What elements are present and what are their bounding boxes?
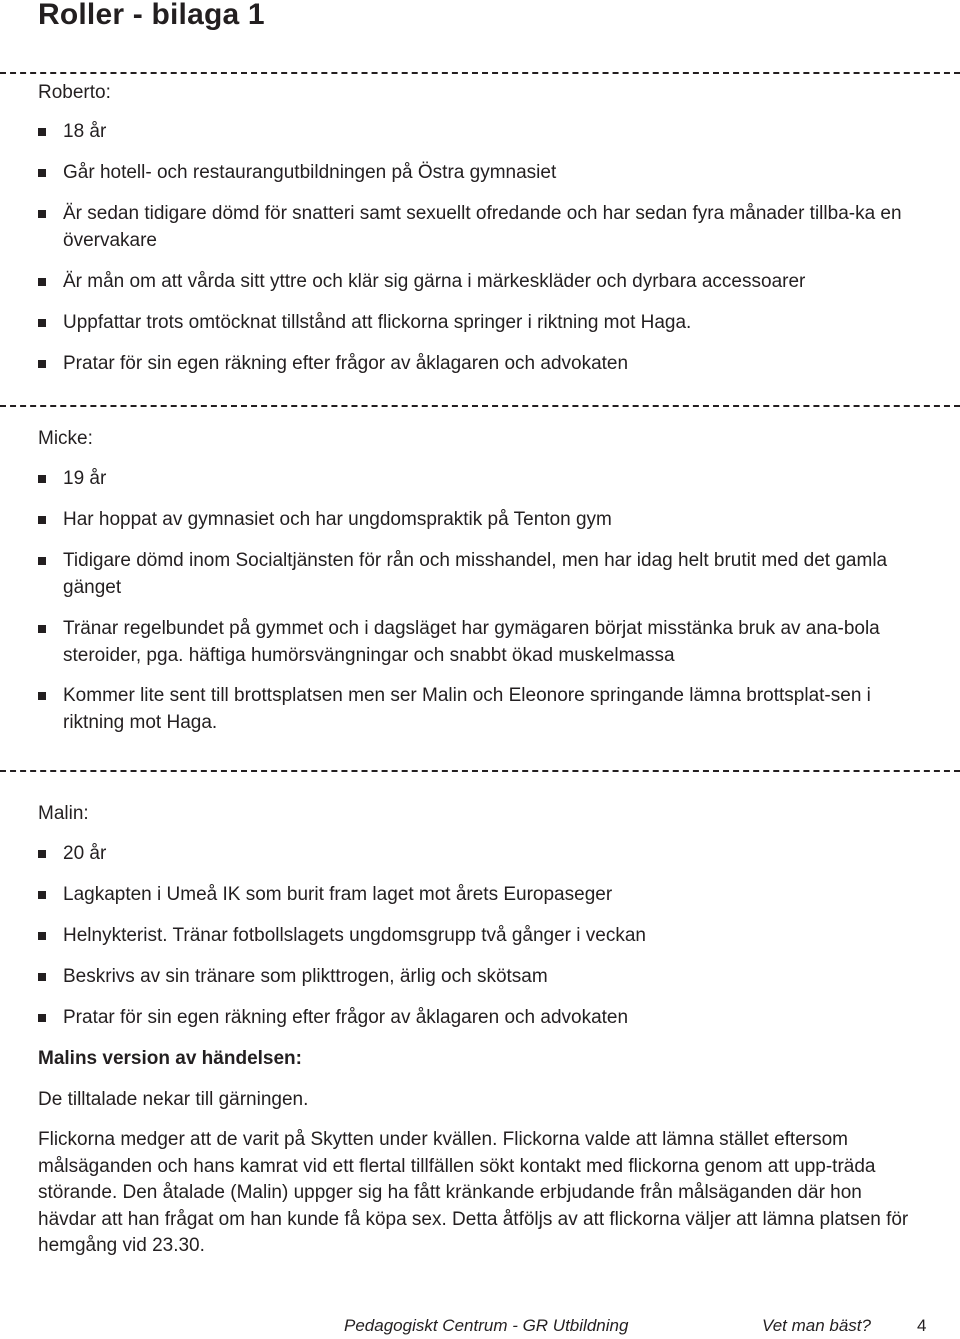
page-title: Roller - bilaga 1: [38, 0, 265, 31]
square-bullet-icon: [38, 128, 46, 136]
list-item: Är mån om att vårda sitt yttre och klär sig gärna i märkeskläder och dyrbara accessoarer: [38, 269, 918, 296]
list-item: Helnykterist. Tränar fotbollslagets ungdomsgrupp två gånger i veckan: [38, 923, 918, 950]
list-item: 19 år: [38, 466, 918, 493]
square-bullet-icon: [38, 692, 46, 700]
square-bullet-icon: [38, 973, 46, 981]
role-name-malin: Malin:: [38, 803, 89, 824]
square-bullet-icon: [38, 850, 46, 858]
square-bullet-icon: [38, 319, 46, 327]
square-bullet-icon: [38, 891, 46, 899]
paragraph: Flickorna medger att de varit på Skytten under kvällen. Flickorna valde att lämna stället eftersom målsäganden och hans kamrat vid ett flertal tillfällen sökt kontakt med flickorna genom att upp-träda störande. Den åtalade (Malin) uppger sig ha fått kränkande erbjudande från målsäganden där hon hävdar att han frågat om han kunde få köpa sex. Detta åtföljs av att flickorna väljer att lämna platsen för hemgång vid 23.30.: [38, 1129, 909, 1256]
square-bullet-icon: [38, 475, 46, 483]
list-item: 18 år: [38, 119, 918, 146]
page-number: 4: [917, 1316, 927, 1335]
list-item: Är sedan tidigare dömd för snatteri samt sexuellt ofredande och har sedan fyra månader tillba-ka en övervakare: [38, 201, 918, 254]
footer-organization: Pedagogiskt Centrum - GR Utbildning: [344, 1316, 629, 1335]
list-item: Tidigare dömd inom Socialtjänsten för rån och misshandel, men har idag helt brutit med det gamla gänget: [38, 548, 918, 601]
list-item: Kommer lite sent till brottsplatsen men ser Malin och Eleonore springande lämna brottsplat-sen i riktning mot Haga.: [38, 683, 918, 736]
role-name-roberto: Roberto:: [38, 82, 111, 103]
square-bullet-icon: [38, 932, 46, 940]
square-bullet-icon: [38, 516, 46, 524]
paragraph: De tilltalade nekar till gärningen.: [38, 1089, 309, 1110]
list-item: Går hotell- och restaurangutbildningen på Östra gymnasiet: [38, 160, 918, 187]
list-item: Lagkapten i Umeå IK som burit fram laget mot årets Europaseger: [38, 882, 918, 909]
list-item: Uppfattar trots omtöcknat tillstånd att flickorna springer i riktning mot Haga.: [38, 310, 918, 337]
version-heading: Malins version av händelsen:: [38, 1048, 302, 1069]
list-item: 20 år: [38, 841, 918, 868]
section-divider: [0, 770, 960, 772]
square-bullet-icon: [38, 1014, 46, 1022]
list-item: Tränar regelbundet på gymmet och i dagsläget har gymägaren börjat misstänka bruk av ana-bola steroider, pga. häftiga humörsvängningar och snabbt ökad muskelmassa: [38, 616, 918, 669]
section-divider: [0, 405, 960, 407]
square-bullet-icon: [38, 210, 46, 218]
square-bullet-icon: [38, 625, 46, 633]
list-item: Har hoppat av gymnasiet och har ungdomspraktik på Tenton gym: [38, 507, 918, 534]
list-item: Pratar för sin egen räkning efter frågor av åklagaren och advokaten: [38, 351, 918, 378]
footer-series: Vet man bäst?: [762, 1316, 871, 1335]
list-item: Beskrivs av sin tränare som plikttrogen, ärlig och skötsam: [38, 964, 918, 991]
square-bullet-icon: [38, 278, 46, 286]
list-item: Pratar för sin egen räkning efter frågor av åklagaren och advokaten: [38, 1005, 918, 1032]
role-name-micke: Micke:: [38, 428, 93, 449]
square-bullet-icon: [38, 360, 46, 368]
square-bullet-icon: [38, 169, 46, 177]
square-bullet-icon: [38, 557, 46, 565]
section-divider: [0, 72, 960, 74]
